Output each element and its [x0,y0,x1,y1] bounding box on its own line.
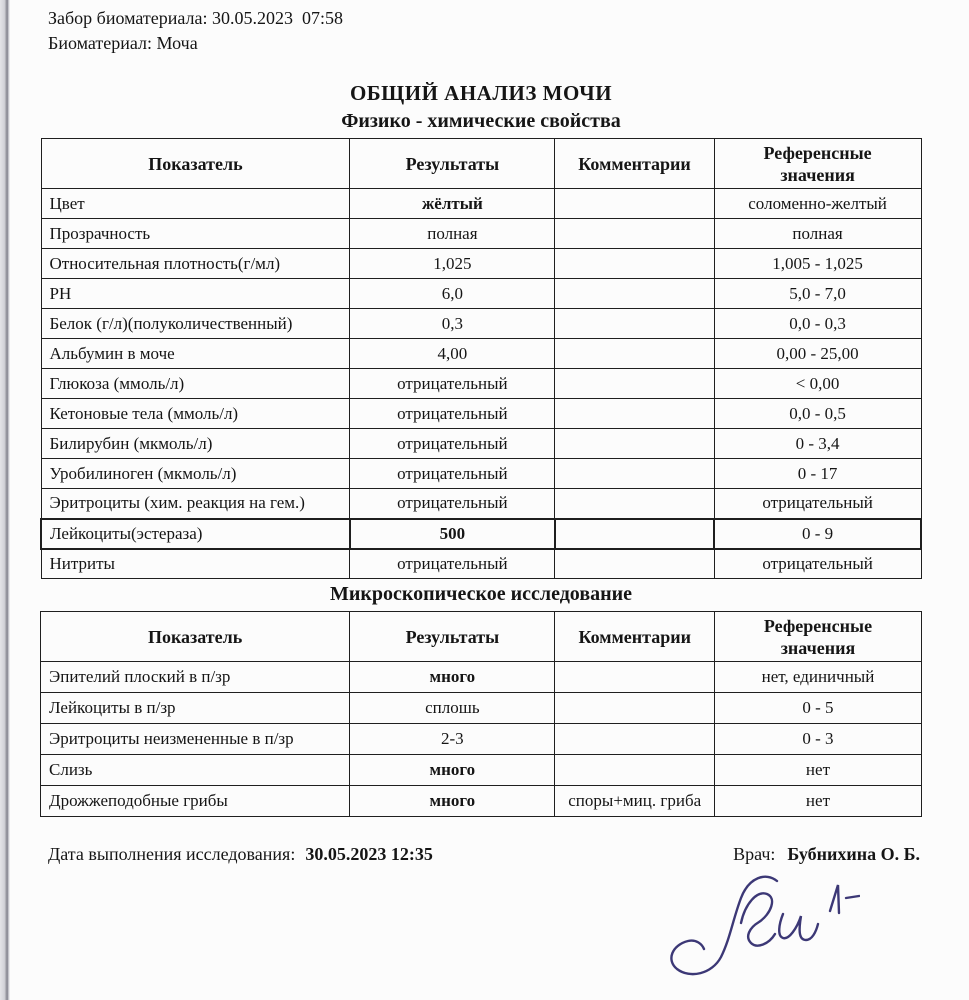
collection-datetime: 30.05.2023 07:58 [212,8,344,28]
report-title: ОБЩИЙ АНАЛИЗ МОЧИ [349,81,613,105]
biomaterial-label: Биоматериал: [48,33,153,53]
collection-line [48,6,922,31]
cell-reference: 0,0 - 0,5 [714,399,921,429]
cell-reference: нет [714,755,921,786]
table-row [41,309,921,339]
cell-result: 500 [350,519,555,549]
col-header-result: Результаты [350,139,555,189]
cell-comment [555,219,714,249]
col-header-reference: Референсные значения [714,612,921,662]
cell-result: отрицательный [350,549,555,579]
cell-result: жёлтый [350,189,555,219]
cell-indicator: Нитриты [41,549,350,579]
cell-indicator: Относительная плотность(г/мл) [41,249,350,279]
table-row [41,549,921,579]
doctor-signature [640,867,860,979]
cell-comment [555,724,714,755]
cell-result: отрицательный [350,399,555,429]
col-header-comment: Комментарии [555,139,714,189]
cell-result: отрицательный [350,369,555,399]
section1-title: Физико - химические свойства [341,110,621,132]
cell-reference: 0 - 17 [714,459,921,489]
cell-result: полная [350,219,555,249]
collection-label: Забор биоматериала: [48,8,208,28]
cell-reference: 0 - 9 [714,519,921,549]
cell-indicator: Глюкоза (ммоль/л) [41,369,350,399]
cell-reference: 0 - 3,4 [714,429,921,459]
biomaterial-value: Моча [156,33,198,53]
col-header-comment: Комментарии [555,612,714,662]
cell-reference: 0,0 - 0,3 [714,309,921,339]
cell-comment [555,339,714,369]
cell-indicator: PH [41,279,350,309]
cell-comment [555,489,714,519]
doctor-line [733,844,920,865]
signature-area [40,867,922,979]
cell-indicator: Билирубин (мкмоль/л) [41,429,350,459]
table-row [41,755,922,786]
cell-reference: 1,005 - 1,025 [714,249,921,279]
execution-date-value: 30.05.2023 12:35 [305,844,433,864]
cell-indicator: Эпителий плоский в п/зр [41,662,350,693]
cell-indicator: Эритроциты неизмененные в п/зр [41,724,350,755]
cell-reference: 0 - 5 [714,693,921,724]
col-header-result: Результаты [350,612,555,662]
cell-reference: отрицательный [714,489,921,519]
cell-comment [555,189,714,219]
cell-reference: соломенно-желтый [714,189,921,219]
cell-comment [555,309,714,339]
cell-indicator: Альбумин в моче [41,339,350,369]
cell-result: много [350,755,555,786]
cell-result: много [350,662,555,693]
table-header-row [41,139,921,189]
table-row [41,459,921,489]
table-row [41,279,921,309]
cell-comment [555,249,714,279]
cell-result: отрицательный [350,489,555,519]
table-row [41,249,921,279]
cell-reference: 5,0 - 7,0 [714,279,921,309]
cell-indicator: Цвет [41,189,350,219]
table-row [41,519,921,549]
microscopy-table [40,611,922,817]
cell-indicator: Лейкоциты в п/зр [41,693,350,724]
cell-result: 6,0 [350,279,555,309]
cell-result: сплошь [350,693,555,724]
cell-reference: 0 - 3 [714,724,921,755]
cell-result: 4,00 [350,339,555,369]
cell-indicator: Слизь [41,755,350,786]
table-row [41,189,921,219]
cell-indicator: Дрожжеподобные грибы [41,786,350,817]
table-header-row [41,612,922,662]
cell-result: отрицательный [350,429,555,459]
table-row [41,429,921,459]
cell-result: отрицательный [350,459,555,489]
cell-indicator: Кетоновые тела (ммоль/л) [41,399,350,429]
cell-comment [555,693,714,724]
table-row [41,693,922,724]
table-row [41,724,922,755]
cell-comment [555,369,714,399]
physico-chemical-table [40,138,922,579]
cell-result: 1,025 [350,249,555,279]
doctor-name: Бубнихина О. Б. [787,844,920,864]
cell-comment [555,429,714,459]
table-row [41,662,922,693]
report-meta [40,6,922,56]
cell-reference: нет [714,786,921,817]
cell-result: 2-3 [350,724,555,755]
cell-reference: полная [714,219,921,249]
cell-indicator: Прозрачность [41,219,350,249]
cell-comment: споры+миц. гриба [555,786,714,817]
execution-date-line [48,844,433,865]
cell-indicator: Эритроциты (хим. реакция на гем.) [41,489,350,519]
cell-reference: нет, единичный [714,662,921,693]
table-row [41,489,921,519]
cell-indicator: Лейкоциты(эстераза) [41,519,350,549]
execution-date-label: Дата выполнения исследования: [48,844,296,864]
cell-comment [555,755,714,786]
cell-comment [555,549,714,579]
cell-comment [555,279,714,309]
cell-comment [555,459,714,489]
cell-comment [555,519,714,549]
col-header-indicator: Показатель [41,612,350,662]
table-row [41,339,921,369]
biomaterial-line [48,31,922,56]
table-row [41,369,921,399]
table-row [41,219,921,249]
cell-result: много [350,786,555,817]
col-header-reference: Референсные значения [714,139,921,189]
cell-result: 0,3 [350,309,555,339]
report-footer [40,844,922,865]
cell-comment [555,662,714,693]
cell-indicator: Уробилиноген (мкмоль/л) [41,459,350,489]
cell-reference: отрицательный [714,549,921,579]
cell-reference: 0,00 - 25,00 [714,339,921,369]
cell-reference: < 0,00 [714,369,921,399]
col-header-indicator: Показатель [41,139,350,189]
table-row [41,786,922,817]
cell-indicator: Белок (г/л)(полуколичественный) [41,309,350,339]
table-row [41,399,921,429]
section2-title: Микроскопическое исследование [329,583,633,605]
doctor-label: Врач: [733,844,776,864]
cell-comment [555,399,714,429]
